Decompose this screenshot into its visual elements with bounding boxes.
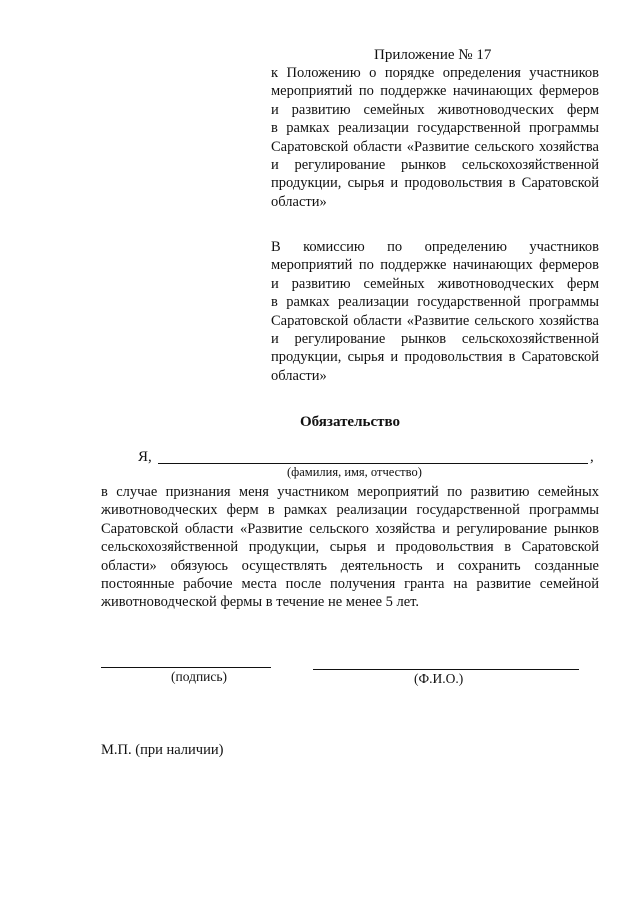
appendix-line: в рамках реализации государственной программы <box>271 120 599 137</box>
addressee-line: и развитию семейных животноводческих ферм <box>271 275 599 292</box>
document-heading: Обязательство <box>300 414 400 430</box>
signature-line[interactable] <box>101 667 271 668</box>
full-name-line[interactable] <box>313 669 579 670</box>
full-name-caption: (Ф.И.О.) <box>414 671 464 686</box>
addressee-line: и регулирование рынков сельскохозяйственной <box>271 331 599 348</box>
addressee-line: продукции, сырья и продовольствия в Саратовской <box>271 349 599 366</box>
addressee-line: области» <box>271 367 327 384</box>
addressee-line: в рамках реализации государственной программы <box>271 294 599 311</box>
body-line: животноводческих ферм в рамках реализации государственной программы <box>101 502 599 519</box>
appendix-line: области» <box>271 193 327 210</box>
addressee-line: В комиссию по определению участников <box>271 239 599 255</box>
appendix-line: продукции, сырья и продовольствия в Саратовской <box>271 175 599 192</box>
appendix-line: мероприятий по поддержке начинающих фермеров <box>271 83 599 100</box>
body-line: животноводческой фермы в течение не менее 5 лет. <box>101 594 420 611</box>
name-prefix: Я, <box>138 449 152 465</box>
obligation-text <box>101 483 599 612</box>
body-line: постоянные рабочие места после получения гранта на развитие семейной <box>101 576 599 593</box>
appendix-line: и регулирование рынков сельскохозяйственной <box>271 157 599 174</box>
name-suffix: , <box>590 449 594 465</box>
addressee-block <box>271 238 599 385</box>
name-caption: (фамилия, имя, отчество) <box>287 465 422 479</box>
appendix-line: Саратовской области «Развитие сельского хозяйства <box>271 138 599 155</box>
appendix-reference <box>271 64 599 211</box>
appendix-line: и развитию семейных животноводческих ферм <box>271 101 599 118</box>
body-line: сельскохозяйственной продукции, сырья и продовольствия в Саратовской <box>101 539 599 556</box>
addressee-line: Саратовской области «Развитие сельского хозяйства <box>271 312 599 329</box>
stamp-note: М.П. (при наличии) <box>101 742 224 758</box>
appendix-line: к Положению о порядке определения участников <box>271 65 599 81</box>
body-line: области» обязуюсь осуществлять деятельность и сохранить созданные <box>101 557 599 574</box>
signature-caption: (подпись) <box>171 669 228 684</box>
body-line: Саратовской области «Развитие сельского хозяйства и регулирование рынков <box>101 520 599 537</box>
name-field-line[interactable] <box>158 463 588 464</box>
addressee-line: мероприятий по поддержке начинающих фермеров <box>271 257 599 274</box>
appendix-title: Приложение № 17 <box>374 47 492 63</box>
body-line: в случае признания меня участником мероприятий по развитию семейных <box>101 484 599 500</box>
